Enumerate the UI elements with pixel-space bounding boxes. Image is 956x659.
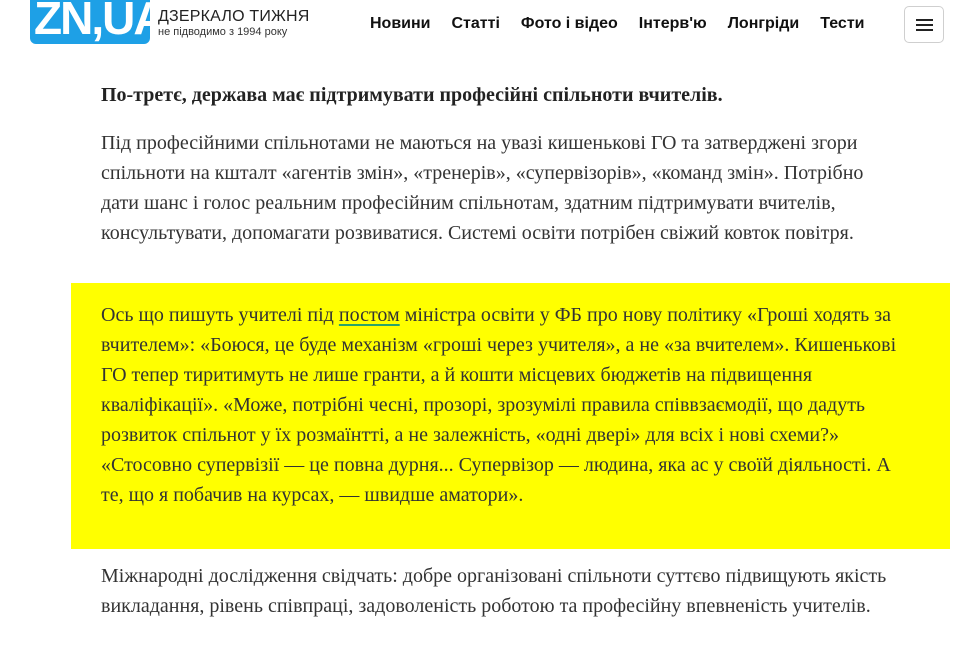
hamburger-menu-icon xyxy=(916,19,933,31)
brand-tagline: не підводимо з 1994 року xyxy=(158,26,288,38)
logo-text: ZN,UA xyxy=(34,0,165,44)
paragraph-text: міністра освіти у ФБ про нову політику «Гроші ходять за вчителем»: «Боюся, це буде механізм «гроші через учителя», а не «за вчителем». Кишенькові ГО тепер тиритимуть не лише гранти, а й кошти місцевих бюджетів на підвищення кваліфікації». «Може, потрібні чесні, прозорі, зрозумілі правила співвзаємодії, що дадуть розвиток спільнот у їх розмаїнтті, а не залежність, «одні двері» для всіх і нові схеми?» «Стосовно супервізії — це повна дурня... Супервізор — людина, яка ас у своїй діяльності. А те, що я побачив на курсах, — швидше аматори». xyxy=(101,304,897,506)
paragraph-text: Ось що пишуть учителі під xyxy=(101,304,339,326)
menu-button[interactable] xyxy=(904,6,944,43)
post-link[interactable]: постом xyxy=(338,304,400,326)
nav-item-longreads[interactable]: Лонгріди xyxy=(727,15,800,32)
brand-name[interactable]: ДЗЕРКАЛО ТИЖНЯ xyxy=(158,8,310,25)
site-logo[interactable] xyxy=(30,0,165,44)
highlighted-paragraph xyxy=(101,300,901,510)
nav-item-interviews[interactable]: Інтерв'ю xyxy=(638,15,707,32)
nav-item-articles[interactable]: Статті xyxy=(451,15,500,32)
main-nav xyxy=(370,14,885,34)
nav-item-news[interactable]: Новини xyxy=(370,15,431,32)
nav-item-photo-video[interactable]: Фото і відео xyxy=(520,15,618,32)
article-paragraph: Під професійними спільнотами не маються на увазі кишенькові ГО та затверджені згори спільноти на кшталт «агентів змін», «тренерів», «супервізорів», «команд змін». Потрібно дати шанс і голос реальним професійним спільнотам, здатним підтримувати вчителів, консультувати, допомагати розвиватися. Системі освіти потрібен свіжий ковток повітря. xyxy=(101,132,864,244)
site-header xyxy=(0,0,956,52)
article-paragraph: Міжнародні дослідження свідчать: добре організовані спільноти суттєво підвищують якість викладання, рівень співпраці, задоволеність роботою та професійну впевненість учителів. xyxy=(101,565,887,617)
article-bold-paragraph: По-третє, держава має підтримувати професійні спільноти вчителів. xyxy=(101,84,723,106)
nav-item-tests[interactable]: Тести xyxy=(820,15,865,32)
